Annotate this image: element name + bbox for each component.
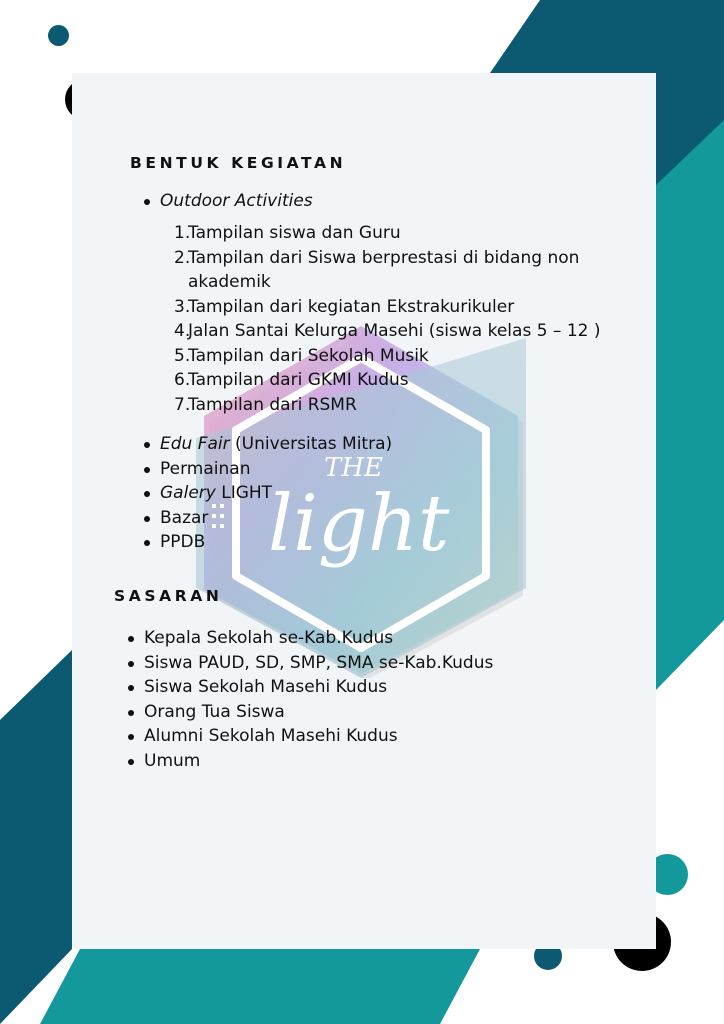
list-item: Edu Fair (Universitas Mitra) bbox=[160, 432, 392, 457]
list-item: Outdoor Activities bbox=[160, 189, 313, 214]
list-item: 6. Tampilan dari GKMI Kudus bbox=[174, 370, 409, 390]
list-item: Permainan bbox=[160, 457, 392, 482]
list-item: Kepala Sekolah se-Kab.Kudus bbox=[144, 626, 493, 651]
sasaran-list bbox=[144, 626, 493, 773]
list-item: Siswa PAUD, SD, SMP, SMA se-Kab.Kudus bbox=[144, 651, 493, 676]
outdoor-activities-sublist bbox=[174, 221, 628, 417]
heading-bentuk-kegiatan: BENTUK KEGIATAN bbox=[130, 154, 347, 172]
list-item: Orang Tua Siswa bbox=[144, 700, 493, 725]
activities-list bbox=[160, 189, 313, 214]
list-item: Bazar bbox=[160, 506, 392, 531]
list-item: 2. Tampilan dari Siswa berprestasi di bidang non akademik bbox=[174, 247, 580, 292]
list-item: 3. Tampilan dari kegiatan Ekstrakurikuler bbox=[174, 296, 515, 317]
list-item: Siswa Sekolah Masehi Kudus bbox=[144, 675, 493, 700]
list-item: 4. Jalan Santai Kelurga Masehi (siswa kelas 5 – 12 ) bbox=[174, 321, 601, 341]
activities-list-continued bbox=[160, 432, 392, 555]
logo-text-the: THE bbox=[324, 453, 383, 483]
logo-text-light: light bbox=[268, 479, 450, 569]
heading-sasaran: SASARAN bbox=[114, 587, 223, 605]
list-item: Galery LIGHT bbox=[160, 481, 392, 506]
list-item: 5. Tampilan dari Sekolah Musik bbox=[174, 345, 429, 366]
list-item: 1. Tampilan siswa dan Guru bbox=[174, 223, 401, 243]
list-item: PPDB bbox=[160, 530, 392, 555]
list-item: Alumni Sekolah Masehi Kudus bbox=[144, 724, 493, 749]
list-item: Umum bbox=[144, 749, 493, 774]
list-item: 7. Tampilan dari RSMR bbox=[174, 394, 357, 415]
